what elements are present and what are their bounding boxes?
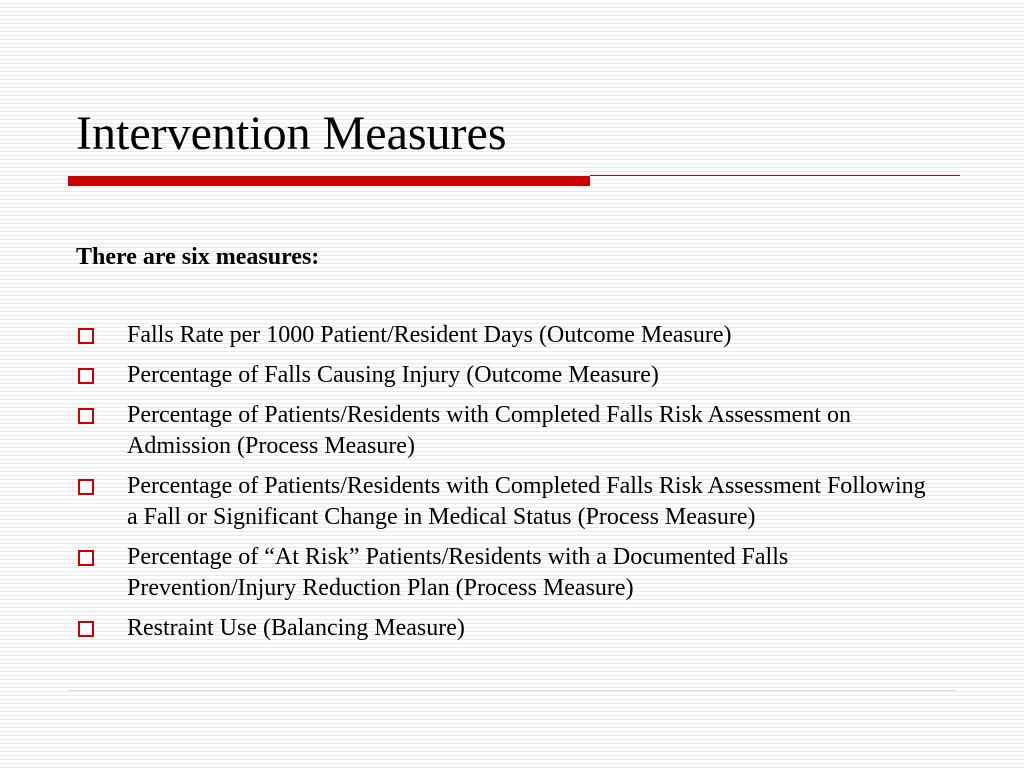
list-item [76,542,936,604]
list-item [76,400,936,462]
list-item-text: Percentage of “At Risk” Patients/Residents with a Documented Falls Prevention/Injury Reduction Plan (Process Measure) [127,544,789,601]
footer-divider [68,690,956,691]
list-item-text: Falls Rate per 1000 Patient/Resident Days (Outcome Measure) [127,322,732,348]
list-item-text: Percentage of Patients/Residents with Completed Falls Risk Assessment on Admission (Process Measure) [127,402,851,459]
list-item [76,471,936,533]
intro-text: There are six measures: [76,244,320,270]
list-item-text: Percentage of Falls Causing Injury (Outcome Measure) [127,362,659,388]
measures-list [76,320,936,653]
hollow-square-bullet-icon [78,621,94,637]
hollow-square-bullet-icon [78,408,94,424]
title-underline-thick [68,176,590,186]
list-item-text: Percentage of Patients/Residents with Completed Falls Risk Assessment Following a Fall or Significant Change in Medical Status (Process Measure) [127,473,926,530]
hollow-square-bullet-icon [78,368,94,384]
title-underline-thin [590,175,960,176]
hollow-square-bullet-icon [78,328,94,344]
slide-title: Intervention Measures [76,107,507,160]
hollow-square-bullet-icon [78,550,94,566]
list-item-text: Restraint Use (Balancing Measure) [127,615,465,641]
list-item [76,320,936,351]
list-item [76,613,936,644]
list-item [76,360,936,391]
hollow-square-bullet-icon [78,479,94,495]
